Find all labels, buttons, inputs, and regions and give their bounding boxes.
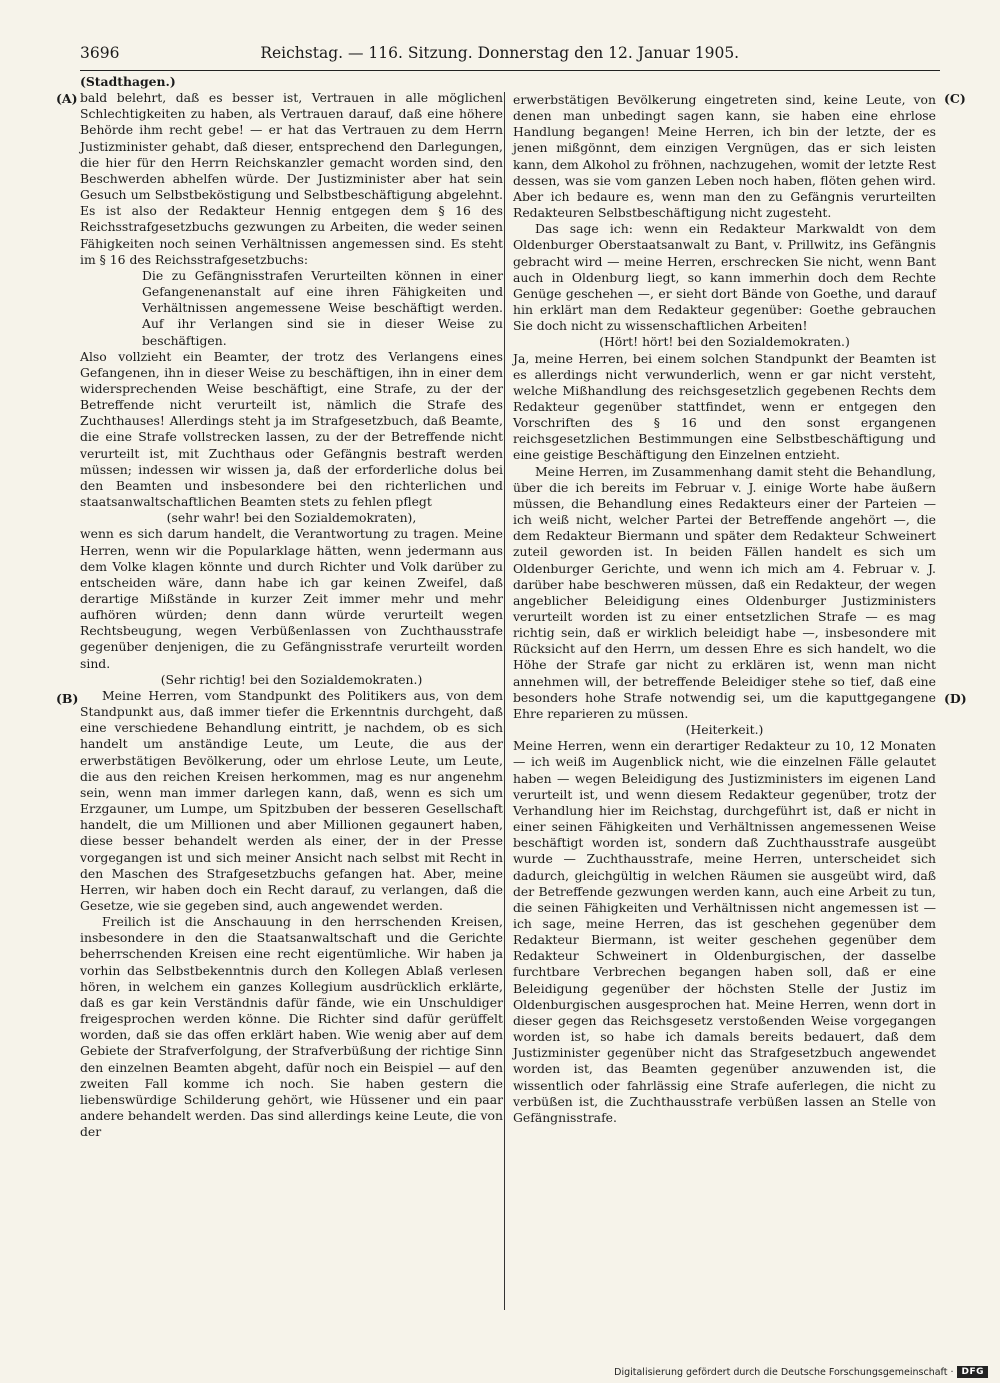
paragraph: erwerbstätigen Bevölkerung eingetreten sind, keine Leute, von denen man unbedingt sagen kann, sie haben eine ehrlose Handlung begangen! Meine Herren, ich bin der letzte, der es jenen mißgönnt, dem einzigen Vergnügen, das er sich leisten kann, dem Alkohol zu fröhnen, nachzugehen, womit der letzte Rest dessen, was sie vom ganzen Leben noch haben, flöten gehen wird. Aber ich bedaure es, wenn man den zu Gefängnis verurteilten Redakteuren Selbstbeschäftigung nicht zugesteht. bbox=[513, 92, 936, 221]
interjection: (Heiterkeit.) bbox=[685, 722, 764, 738]
header-rule bbox=[80, 70, 940, 71]
interjection: (Hört! hört! bei den Sozialdemokraten.) bbox=[599, 334, 850, 350]
paragraph: Ja, meine Herren, bei einem solchen Standpunkt der Beamten ist es allerdings nicht verwunderlich, wenn er gar nicht versteht, welche Mißhandlung des reichsgesetzlich gegebenen Rechts dem Redakteur gegenüber stattfindet, wenn er entgegen den Vorschriften des § 16 und den sonst ergangenen reichsgesetzlichen Bestimmungen eine Selbstbeschäftigung und eine geistige Beschäftigung den Einzelnen entzieht. bbox=[513, 350, 936, 463]
page-number: 3696 bbox=[80, 44, 120, 62]
right-column bbox=[513, 92, 936, 1126]
paragraph: Also vollzieht ein Beamter, der trotz des Verlangens eines Gefangenen, ihn in dieser Weise zu beschäftigen, ihn in einer dem widersprechenden Weise beschäftigt, eine Strafe, zu der der Betreffende nicht verurteilt ist, nämlich die Strafe des Zuchthauses! Allerdings steht ja im Strafgesetzbuch, daß Beamte, die eine Strafe vollstrecken lassen, zu der der Betreffende nicht verurteilt ist, mit Zuchthaus oder Gefängnis bestraft werden müssen; indessen wir wissen ja, daß der erforderliche dolus bei den Beamten und insbesondere bei den richterlichen und staatsanwaltschaftlichen Beamten stets zu fehlen pflegt bbox=[80, 348, 503, 510]
paragraph: wenn es sich darum handelt, die Verantwortung zu tragen. Meine Herren, wenn wir die Popularklage hätten, wenn jedermann aus dem Volke klagen könnte und durch Richter und Volk darüber zu entscheiden wäre, dann habe ich gar keinen Zweifel, daß derartige Mißstände in kurzer Zeit immer mehr und mehr aufhören würden; denn dann würde verurteilt wegen Rechtsbeugung, wegen Verbüßenlassen von Zuchthausstrafe gegenüber denjenigen, die zu Gefängnisstrafe verurteilt worden sind. bbox=[80, 526, 503, 671]
paragraph: Meine Herren, vom Standpunkt des Politikers aus, von dem Standpunkt aus, daß immer tiefer die Erkenntnis durchgeht, daß eine verschiedene Behandlung eintritt, je nachdem, ob es sich handelt um anständige Leute, um Leute, die aus der erwerbstätigen Bevölkerung, oder um ehrlose Leute, um Leute, die aus den reichen Kreisen herkommen, mag es nur angenehm sein, wenn man immer darlegen kann, daß, wenn es sich um Erzgauner, um Lumpe, um Spitzbuben der besseren Gesellschaft handelt, die um Millionen und aber Millionen gegaunert haben, diese besser behandelt werden als einer, der in der Presse vorgegangen ist und sich meiner Ansicht nach selbst mit Recht in den Maschen des Strafgesetzbuchs gefangen hat. Aber, meine Herren, wir haben doch ein Recht darauf, zu verlangen, daß die Gesetze, wie sie gegeben sind, auch angewendet werden. bbox=[80, 687, 503, 913]
interjection: (sehr wahr! bei den Sozialdemokraten), bbox=[166, 510, 417, 526]
paragraph: bald belehrt, daß es besser ist, Vertrauen in alle möglichen Schlechtigkeiten zu haben, als Vertrauen darauf, daß eine höhere Behörde ihm recht gebe! — er hat das Vertrauen zu dem Herrn Justizminister gehabt, daß dieser, entsprechend den Darlegungen, die hier für den Herrn Reichskanzler gemacht worden sind, den Beschwerden abhelfen würde. Der Justizminister aber hat sein Gesuch um Selbstbeköstigung und Selbstbeschäftigung abgelehnt. Es ist also der Redakteur Hennig entgegen dem § 16 des Reichsstrafgesetzbuchs gezwungen zu Arbeiten, die weder seinen Fähigkeiten noch seinen Verhältnissen angemessen sind. Es steht im § 16 des Reichsstrafgesetzbuchs: bbox=[80, 90, 503, 267]
dfg-logo: DFG bbox=[957, 1366, 988, 1378]
margin-marker-d: (D) bbox=[944, 691, 967, 706]
margin-marker-b: (B) bbox=[56, 691, 79, 706]
interjection: (Sehr richtig! bei den Sozialdemokraten.) bbox=[160, 671, 423, 687]
paragraph: Meine Herren, wenn ein derartiger Redakteur zu 10, 12 Monaten — ich weiß im Augenblick nicht, wie die einzelnen Fälle gelautet haben — wegen Beleidigung des Justizministers im eigenen Land verurteilt ist, und wenn diesem Redakteur gegenüber, trotz der Verhandlung hier im Reichstag, durchgeführt ist, daß er nicht in einer seinen Fähigkeiten und Verhältnissen angemessenen Weise beschäftigt worden ist, sondern daß Zuchthausstrafe ausgeübt wurde — Zuchthausstrafe, meine Herren, unterscheidet sich dadurch, gleichgültig in welchen Räumen sie ausgeübt wird, daß der Betreffende gezwungen werden kann, auch eine Arbeit zu tun, die seinen Fähigkeiten und Verhältnissen nicht angemessen ist — ich sage, meine Herren, das ist geschehen gegenüber dem Redakteur Biermann, ist weiter geschehen gegenüber dem Redakteur Schweinert in Oldenburgischen, der dasselbe furchtbare Verbrechen begangen haben soll, daß er eine Beleidigung gegenüber der höchsten Stelle der Justiz im Oldenburgischen ausgesprochen hat. Meine Herren, wenn dort in dieser gegen das Reichsgesetz verstoßenden Weise vorgegangen worden ist, so habe ich damals bereits bedauert, daß dem Justizminister gegenüber nicht das Strafgesetzbuch angewendet worden ist, das Beamten gegenüber anzuwenden ist, die wissentlich oder fahrlässig eine Strafe auferlegen, die nicht zu verbüßen ist, die Zuchthausstrafe verbüßen lassen an Stelle von Gefängnisstrafe. bbox=[513, 738, 936, 1125]
digitization-credit bbox=[614, 1364, 988, 1380]
paragraph: Freilich ist die Anschauung in den herrschenden Kreisen, insbesondere in den die Staatsanwaltschaft und die Gerichte beherrschenden Kreisen eine recht eigentümliche. Wir haben ja vorhin das Selbstbekenntnis durch den Kollegen Ablaß verlesen hören, in welchem ein ganzes Kollegium ausdrücklich erklärte, daß es gar kein Verständnis dafür fände, wie ein Unschuldiger freigesprochen werden könne. Die Richter sind dafür gerüffelt worden, daß sie das offen erklärt haben. Wie wenig aber auf dem Gebiete der Strafverfolgung, der Strafverbüßung der richtige Sinn den einzelnen Beamten abgeht, dafür noch ein Beispiel — auf den zweiten Fall komme ich noch. Sie haben gestern die liebenswürdige Schilderung gehört, wie Hüssener und ein paar andere behandelt werden. Das sind allerdings keine Leute, die von der bbox=[80, 914, 503, 1140]
page-title: Reichstag. — 116. Sitzung. Donnerstag den 12. Januar 1905. bbox=[260, 44, 740, 62]
left-column bbox=[80, 74, 503, 1140]
paragraph: Meine Herren, im Zusammenhang damit steht die Behandlung, über die ich bereits im Februar v. J. einige Worte habe äußern müssen, die Behandlung eines Redakteurs einer der Parteien — ich weiß nicht, welcher Partei der Betreffende angehört —, die dem Redakteur Biermann und später dem Redakteur Schweinert zuteil geworden ist. In beiden Fällen handelt es sich um Oldenburger Gerichte, und wenn ich mich am 4. Februar v. J. darüber habe beschweren müssen, daß ein Redakteur, der wegen angeblicher Beleidigung eines Oldenburger Justizministers verurteilt worden ist zu einer entsetzlichen Strafe — es mag richtig sein, daß er wirklich beleidigt habe —, insbesondere mit Rücksicht auf den Herrn, um dessen Ehre es sich handelt, wo die Höhe der Strafe gar nicht zu erklären ist, wenn man nicht annehmen will, der betreffende Beleidiger stehe so tief, daß eine besonders hohe Strafe notwendig sei, um die kaputtgegangene Ehre reparieren zu müssen. bbox=[513, 463, 936, 721]
margin-marker-a: (A) bbox=[56, 91, 78, 106]
paragraph: Das sage ich: wenn ein Redakteur Markwaldt von dem Oldenburger Oberstaatsanwalt zu Bant, v. Prillwitz, ins Gefängnis gebracht wird — meine Herren, erschrecken Sie nicht, wenn Bant auch in Oldenburg liegt, so kann immerhin doch dem Rechte Genüge geschehen —, er sieht dort Bände von Goethe, und darauf hin erklärt man dem Redakteur gegenüber: Goethe gebrauchen Sie doch nicht zu wissenschaftlichen Arbeiten! bbox=[513, 221, 936, 334]
margin-marker-c: (C) bbox=[944, 91, 966, 106]
column-divider bbox=[504, 92, 505, 1310]
speaker-name: (Stadthagen.) bbox=[80, 74, 176, 89]
credit-text: Digitalisierung gefördert durch die Deutsche Forschungsgemeinschaft · bbox=[614, 1366, 954, 1378]
page-header bbox=[80, 44, 940, 70]
quoted-law-paragraph: Die zu Gefängnisstrafen Verurteilten können in einer Gefangenenanstalt auf eine ihren Fähigkeiten und Verhältnissen angemessene Weise beschäftigt werden. Auf ihr Verlangen sind sie in dieser Weise zu beschäftigen. bbox=[142, 267, 503, 348]
